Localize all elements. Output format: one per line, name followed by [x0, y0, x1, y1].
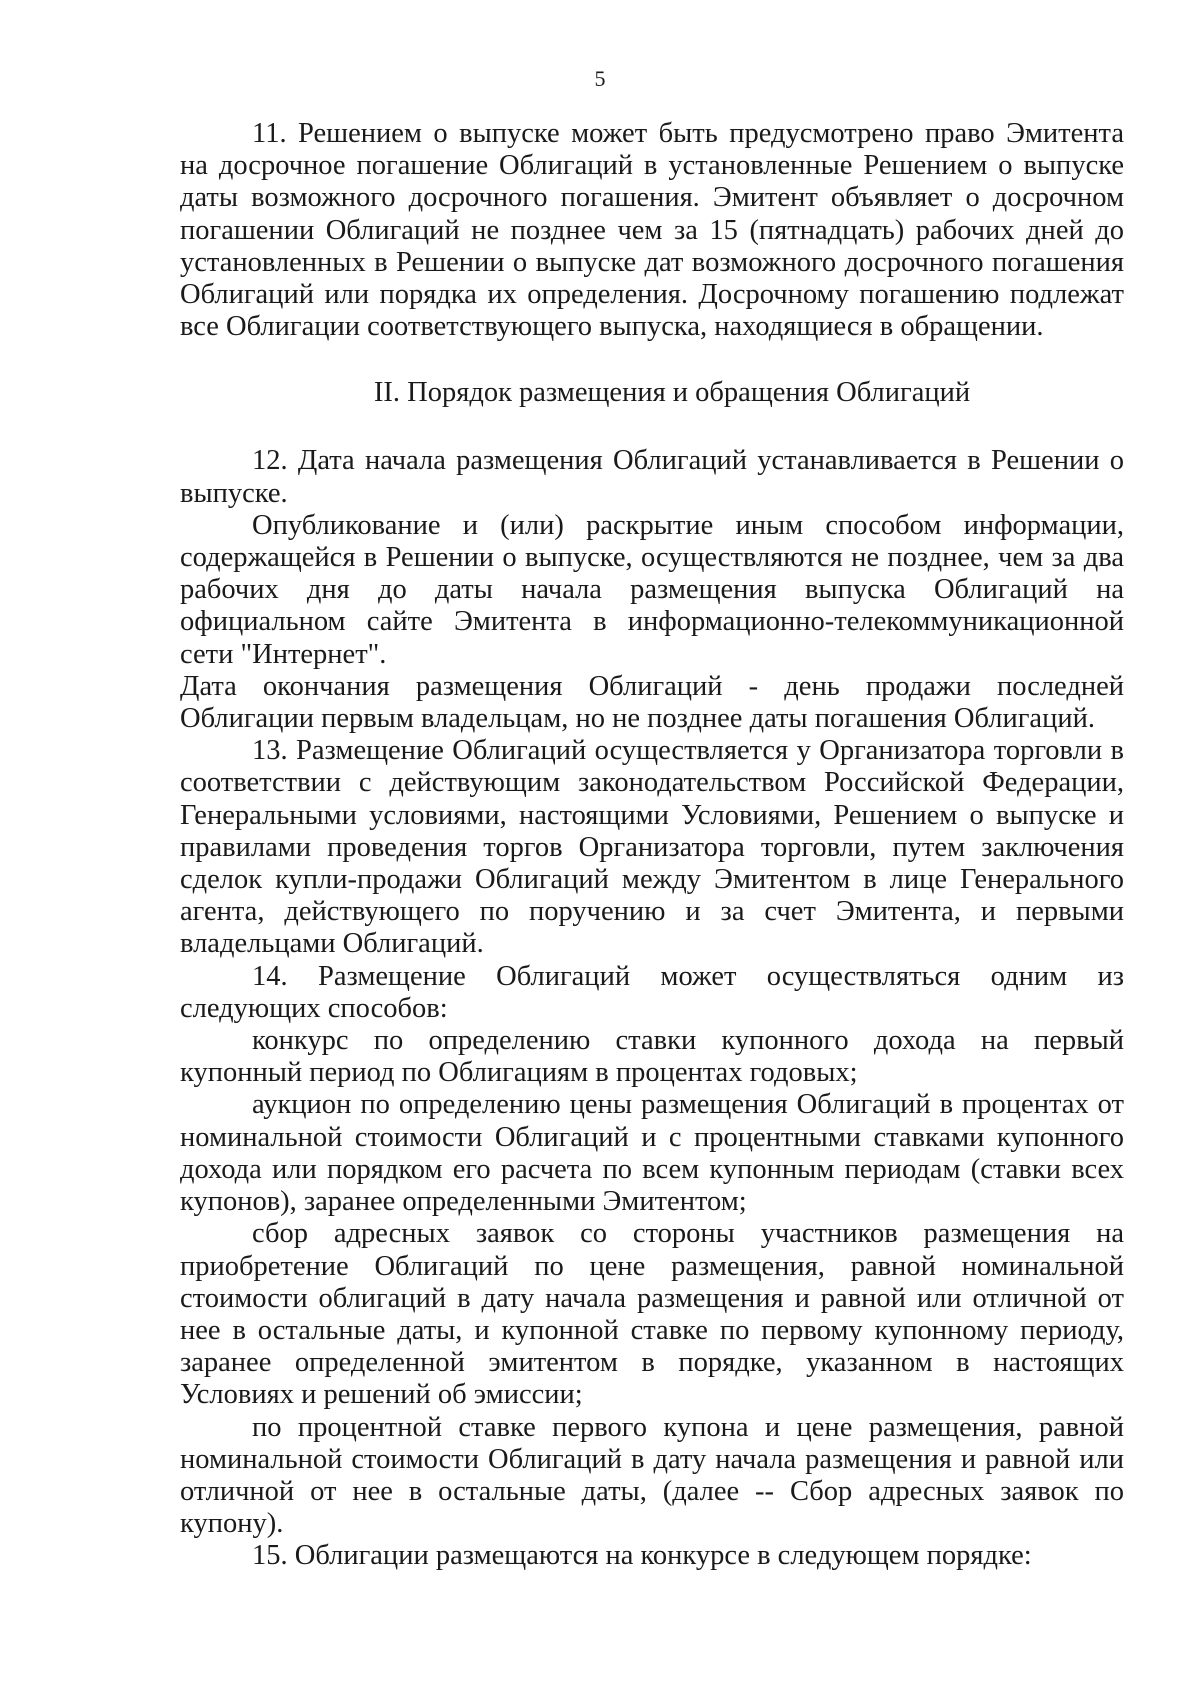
method-auction: аукцион по определению цены размещения Облигаций в процентах от номинальной стоимости Облигаций и с процентными ставками купонного дохода или порядком его расчета по всем купонным периодам (ставки всех купонов), заранее определенными Эмитентом; [180, 1089, 1124, 1218]
method-coupon-bookbuilding: по процентной ставке первого купона и цене размещения, равной номинальной стоимости Облигаций в дату начала размещения и равной или отличной от нее в остальные даты, (далее -- Сбор адресных заявок по купону). [180, 1411, 1124, 1540]
paragraph-12: 12. Дата начала размещения Облигаций устанавливается в Решении о выпуске. [180, 445, 1124, 509]
paragraph-end-date: Дата окончания размещения Облигаций - день продажи последней Облигации первым владельцам, но не позднее даты погашения Облигаций. [180, 670, 1124, 735]
paragraph-14: 14. Размещение Облигаций может осуществляться одним из следующих способов: [180, 960, 1124, 1024]
page-number: 5 [594, 66, 606, 91]
paragraph-11: 11. Решением о выпуске может быть предусмотрено право Эмитента на досрочное погашение Облигаций в установленные Решением о выпуске даты возможного досрочного погашения. Эмитент объявляет о досрочном погашении Облигаций не позднее чем за 15 (пятнадцать) рабочих дней до установленных в Решении о выпуске дат возможного досрочного погашения Облигаций или порядка их определения. Досрочному погашению подлежат все Облигации соответствующего выпуска, находящиеся в обращении. [180, 118, 1124, 343]
section-heading: II. Порядок размещения и обращения Облигаций [373, 377, 971, 409]
paragraph-15: 15. Облигации размещаются на конкурсе в следующем порядке: [252, 1540, 1032, 1572]
paragraph-13: 13. Размещение Облигаций осуществляется у Организатора торговли в соответствии с действующим законодательством Российской Федерации, Генеральными условиями, настоящими Условиями, Решением о выпуске и правилами проведения торгов Организатора торговли, путем заключения сделок купли-продажи Облигаций между Эмитентом в лице Генерального агента, действующего по поручению и за счет Эмитента, и первыми владельцами Облигаций. [180, 735, 1124, 960]
method-bookbuilding: сбор адресных заявок со стороны участников размещения на приобретение Облигаций по цене размещения, равной номинальной стоимости облигаций в дату начала размещения и равной или отличной от нее в остальные даты, и купонной ставке по первому купонному периоду, заранее определенной эмитентом в порядке, указанном в настоящих Условиях и решений об эмиссии; [180, 1218, 1124, 1411]
paragraph-publication: Опубликование и (или) раскрытие иным способом информации, содержащейся в Решении о выпуске, осуществляются не позднее, чем за два рабочих дня до даты начала размещения выпуска Облигаций на официальном сайте Эмитента в информационно-телекоммуникационной сети "Интернет". [180, 509, 1124, 670]
document-body [180, 118, 1124, 1573]
method-competition: конкурс по определению ставки купонного дохода на первый купонный период по Облигациям в процентах годовых; [180, 1025, 1124, 1089]
